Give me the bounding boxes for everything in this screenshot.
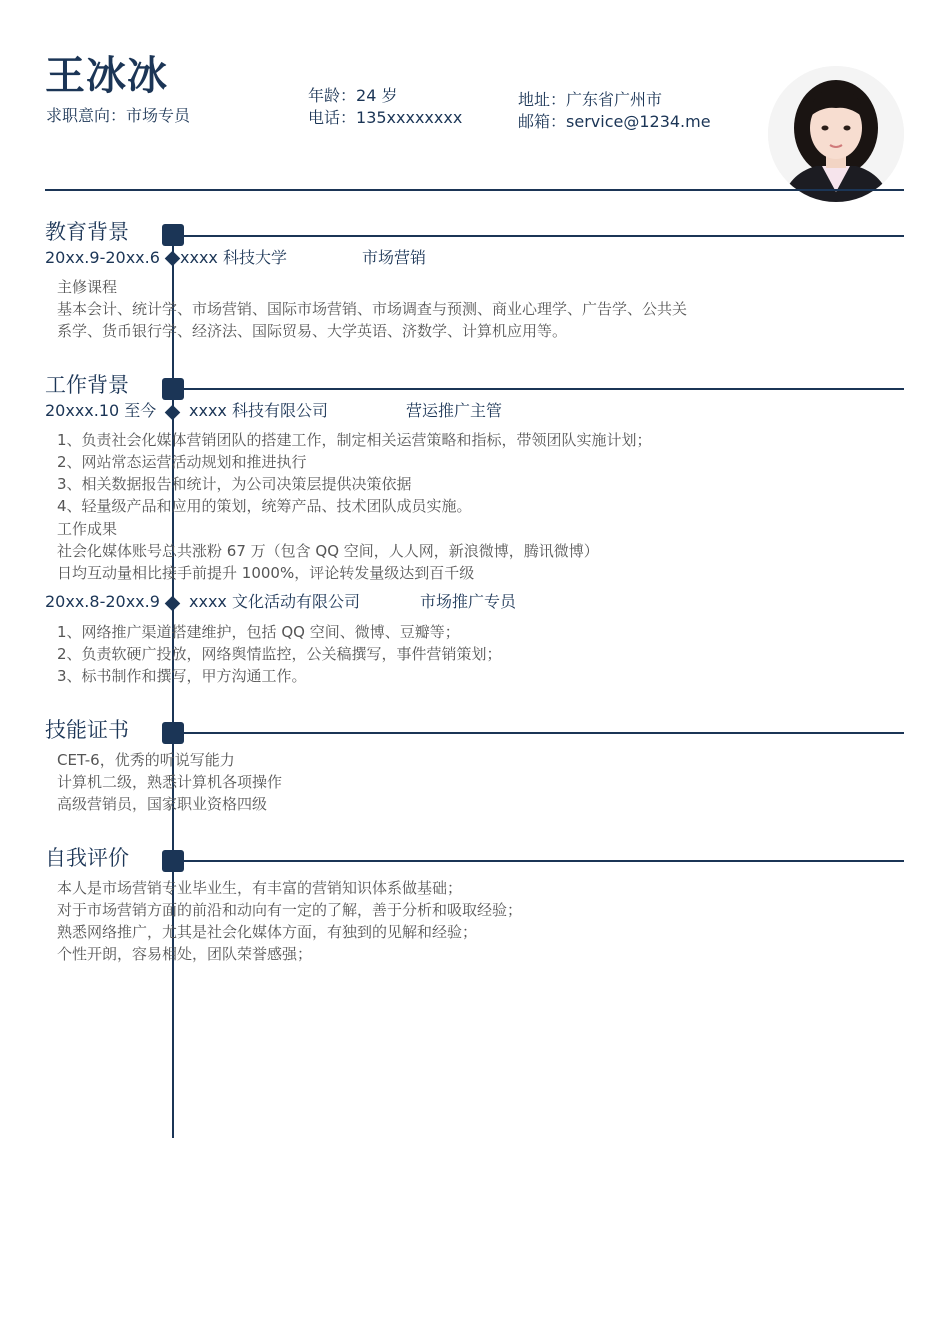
section-rule-work (182, 388, 904, 390)
self-eval-line: 本人是市场营销专业毕业生，有丰富的营销知识体系做基础； (57, 879, 463, 897)
skill-item: 高级营销员，国家职业资格四级 (57, 795, 268, 813)
job1-position: 营运推广主管 (406, 401, 503, 420)
job1-duty: 2、网站常态运营活动规划和推进执行 (57, 453, 307, 471)
email-label: 邮箱： (518, 112, 567, 131)
section-title-education: 教育背景 (45, 220, 129, 244)
diamond-marker-icon (165, 596, 181, 612)
job2-date: 20xx.8-20xx.9 (45, 592, 160, 611)
square-marker-icon (162, 850, 184, 872)
job2-duty: 3、标书制作和撰写，甲方沟通工作。 (57, 667, 307, 685)
diamond-marker-icon (165, 251, 181, 267)
skill-item: 计算机二级，熟悉计算机各项操作 (57, 773, 283, 791)
job1-achievement-label: 工作成果 (57, 520, 118, 538)
section-rule-education (182, 235, 904, 237)
job1-achievement: 日均互动量相比接手前提升 1000%，评论转发量级达到百千级 (57, 564, 475, 582)
self-eval-line: 个性开朗，容易相处，团队荣誉感强； (57, 945, 313, 963)
education-date: 20xx.9-20xx.6 (45, 248, 160, 267)
job-intent-value: 市场专员 (126, 106, 191, 125)
age-info (308, 86, 397, 106)
section-rule-skills (182, 732, 904, 734)
job2-duty: 2、负责软硬广投放，网络舆情监控，公关稿撰写，事件营销策划； (57, 645, 502, 663)
job1-duty: 4、轻量级产品和应用的策划，统筹产品、技术团队成员实施。 (57, 497, 472, 515)
phone-info (308, 108, 462, 128)
skill-item: CET-6，优秀的听说写能力 (57, 751, 235, 769)
job1-company: xxxx 科技有限公司 (189, 401, 328, 420)
age-label: 年龄： (308, 86, 357, 105)
timeline-line (172, 236, 174, 1138)
section-title-self-eval: 自我评价 (45, 846, 129, 870)
job2-position: 市场推广专员 (420, 592, 517, 611)
education-major: 市场营销 (362, 248, 427, 267)
address-value: 广东省广州市 (566, 90, 663, 109)
age-value: 24 岁 (356, 86, 398, 105)
job1-duty: 3、相关数据报告和统计，为公司决策层提供决策依据 (57, 475, 412, 493)
self-eval-line: 熟悉网络推广，尤其是社会化媒体方面，有独到的见解和经验； (57, 923, 478, 941)
resume-name: 王冰冰 (45, 53, 168, 99)
email-info (518, 112, 711, 132)
phone-value: 135xxxxxxxx (356, 108, 463, 127)
profile-photo (768, 66, 904, 202)
portrait-icon (768, 66, 904, 202)
courses-line: 基本会计、统计学、市场营销、国际市场营销、市场调查与预测、商业心理学、广告学、公共关 (57, 300, 688, 318)
square-marker-icon (162, 378, 184, 400)
phone-label: 电话： (308, 108, 357, 127)
job2-company: xxxx 文化活动有限公司 (189, 592, 360, 611)
section-rule-self-eval (182, 860, 904, 862)
job-intent (46, 106, 190, 126)
address-info (518, 90, 662, 110)
address-label: 地址： (518, 90, 567, 109)
diamond-marker-icon (165, 405, 181, 421)
education-school: xxxx 科技大学 (180, 248, 287, 267)
job1-date: 20xxx.10 至今 (45, 401, 157, 420)
courses-line: 系学、货币银行学、经济法、国际贸易、大学英语、济数学、计算机应用等。 (57, 322, 568, 340)
square-marker-icon (162, 722, 184, 744)
courses-label: 主修课程 (57, 278, 118, 296)
job1-duty: 1、负责社会化媒体营销团队的搭建工作，制定相关运营策略和指标，带领团队实施计划； (57, 431, 652, 449)
job2-duty: 1、网络推广渠道搭建维护，包括 QQ 空间、微博、豆瓣等； (57, 623, 460, 641)
self-eval-line: 对于市场营销方面的前沿和动向有一定的了解，善于分析和吸取经验； (57, 901, 523, 919)
square-marker-icon (162, 224, 184, 246)
email-value: service@1234.me (566, 112, 711, 131)
job1-achievement: 社会化媒体账号总共涨粉 67 万（包含 QQ 空间，人人网，新浪微博，腾讯微博） (57, 542, 599, 560)
section-title-work: 工作背景 (45, 373, 129, 397)
section-title-skills: 技能证书 (45, 718, 129, 742)
job-intent-label: 求职意向： (46, 106, 127, 125)
header-divider (45, 189, 904, 191)
